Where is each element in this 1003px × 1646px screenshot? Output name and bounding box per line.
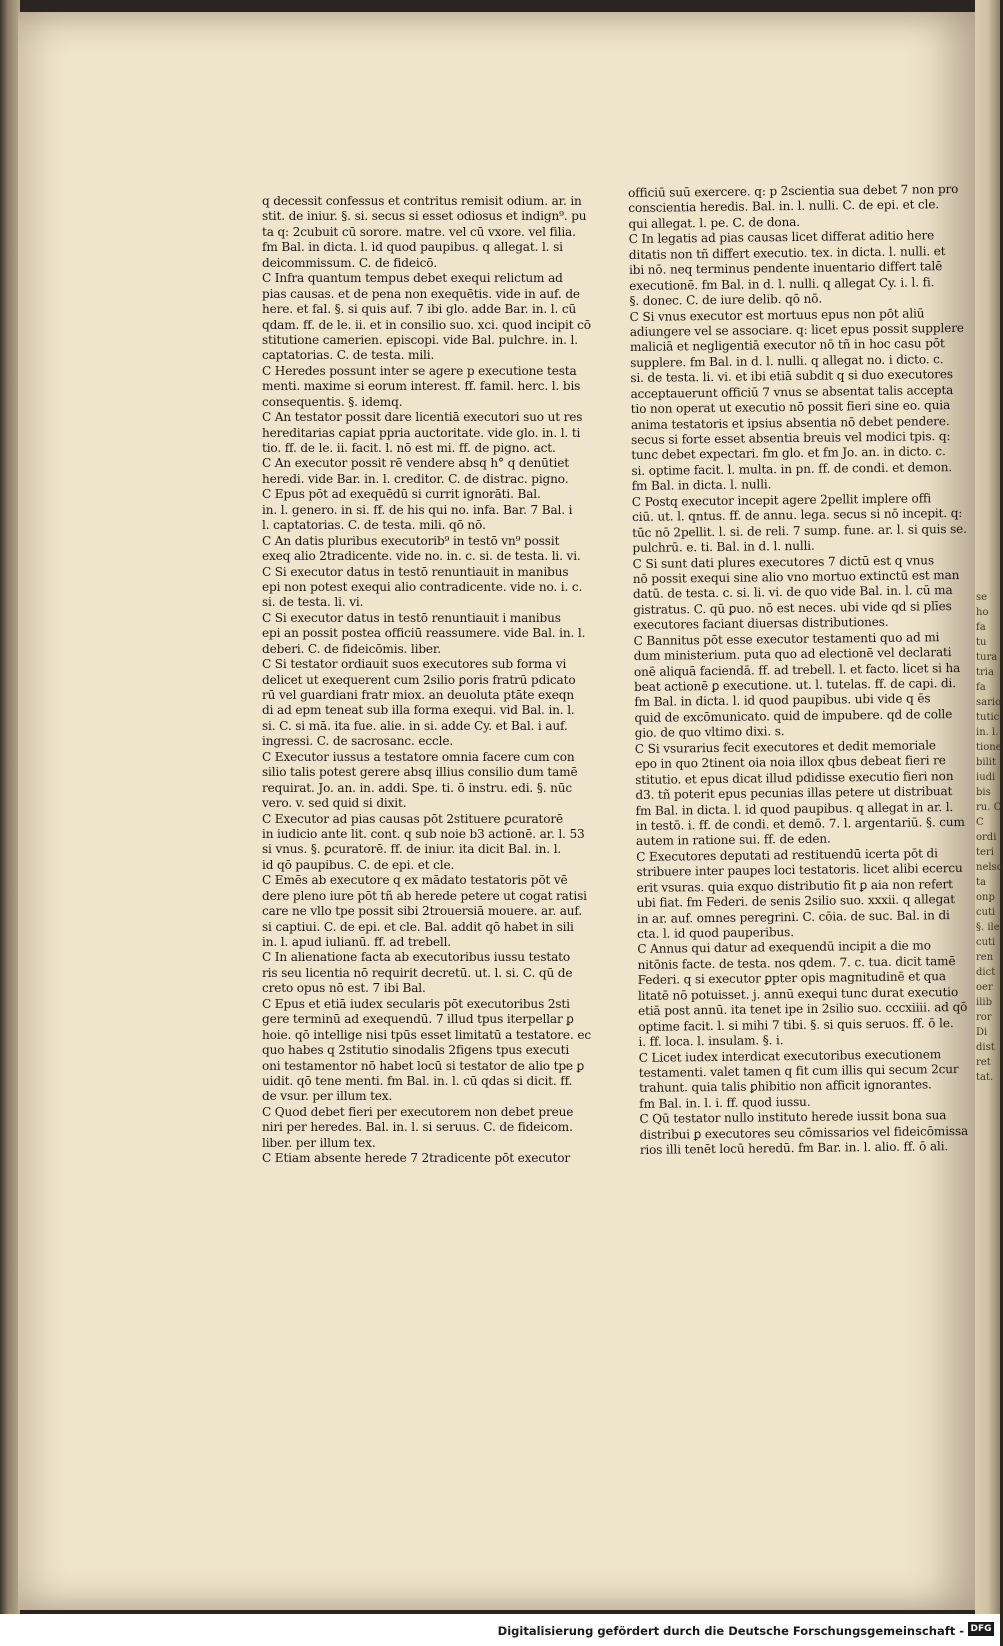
text-line: C An datis pluribus executorib⁹ in testō vn⁹ possit [262,533,560,548]
text-line: id qō paupibus. C. de epi. et cle. [262,857,455,872]
text-line: fm Bal. in dicta. l. id quod paupibus. q allegat. l. si [262,240,563,255]
text-line: de vsur. per illum tex. [262,1089,393,1104]
text-line: exeq alio 2tradicente. vide no. in. c. si. de testa. li. vi. [262,549,581,564]
text-line: distribui ꝑ executores seu cōmissarios vel fideicōmissa [639,1123,969,1142]
text-line: C Si vsurarius fecit executores et dedit memoriale [634,738,936,756]
text-line: C Executor iussus a testatore omnia facere cum con [262,749,575,764]
text-line: l. captatorias. C. de testa. mili. qō nō. [262,518,486,533]
text-line: anima testatoris et ipsius absentia nō debet pendere. [630,413,950,432]
text-line: C In alienatione facta ab executoribus iussu testato [262,950,570,965]
margin-fragment: sario [976,697,1002,708]
margin-fragment: iudi [976,772,996,783]
margin-fragment: tat. [976,1072,994,1083]
text-line: deberi. C. de fideicōmis. liber. [262,641,441,656]
funding-credit: Digitalisierung gefördert durch die Deutsche Forschungsgemeinschaft - [497,1624,964,1638]
text-line: si vnus. §. ꝑcuratorē. ff. de iniur. ita dicit Bal. in. l. [262,842,562,857]
text-line: C Licet iudex interdicat executoribus executionem [638,1046,942,1065]
margin-fragment: cuti [976,937,996,948]
margin-fragment: tu [976,637,987,648]
margin-fragment: bilit [976,757,997,768]
text-line: adiungere vel se associare. q: licet epus possit supplere [629,320,964,339]
text-line: uidit. qō tene menti. fm Bal. in. l. cū qdas si dicit. ff. [262,1073,573,1088]
text-line: C In legatis ad pias causas licet differat aditio here [628,228,935,247]
text-line: litatē nō potuisset. j. annū exequi tunc durat executio [637,984,959,1003]
text-line: C Emēs ab executore q ex mādato testatoris pōt vē [262,873,568,888]
text-line: tūc nō 2pellit. l. si. de reli. 7 sump. fune. ar. l. si quis se. [632,521,967,540]
text-line: dere pleno iure pōt tñ ab herede petere ut cogat ratisi [262,888,587,903]
text-line: hoie. qō intellige nisi tpūs esset limitatū a testatore. ec [262,1027,591,1042]
text-line: here. et fal. §. si quis auf. 7 ibi glo. adde Bar. in. l. cū [262,302,577,317]
text-line: rū vel guardiani fratr miox. an deuoluta ptāte exeqn [262,688,574,702]
margin-fragment: ror [976,1012,992,1023]
text-line: stit. de iniur. §. si. secus si esset odiosus et indign⁹. pu [262,209,587,224]
text-line: tunc debet expectari. fm glo. et fm Jo. an. in dicto. c. [631,444,946,463]
margin-fragment: nelso [976,862,1003,873]
text-line: i. ff. loca. l. insulam. §. i. [638,1033,784,1049]
text-line: C Etiam absente herede 7 2tradicente pōt executor [262,1151,571,1166]
text-line: conscientia heredis. Bal. in. l. nulli. C. de epi. et cle. [628,197,940,216]
text-line: officiū suū exercere. q: p 2scientia sua debet 7 non pro [628,181,959,200]
text-line: captatorias. C. de testa. mili. [262,348,435,363]
margin-fragment: ilib [976,997,992,1008]
margin-fragment: ordi [976,832,997,843]
text-line: gio. de quo vltimo dixi. s. [634,724,785,741]
text-line: maliciā et negligentiā executor nō tñ in hoc casu pōt [629,336,945,355]
text-line: cta. l. id quod pauperibus. [637,925,794,941]
margin-fragment: bis [976,787,991,798]
text-line: care ne vllo tpe possit sibi 2trouersiā mouere. ar. auf. [262,904,583,919]
text-line: niri per heredes. Bal. in. l. si seruus. C. de fideicom. [262,1120,573,1135]
text-line: hereditarias capiat ppria auctoritate. vide glo. in. l. ti [262,425,581,440]
text-line: liber. per illum tex. [262,1135,376,1150]
text-line: §. donec. C. de iure delib. qō nō. [629,291,823,309]
text-line: C Postq executor incepit agere 2pellit implere offi [631,491,932,509]
text-line: supplere. fm Bal. in d. l. nulli. q allegat no. i dicto. c. [630,351,944,370]
text-line: stitutione camerien. episcopi. vide Bal. pulchre. in. l. [262,332,578,347]
digitization-footer [0,1614,1000,1646]
margin-fragment: ho [976,607,989,618]
text-line: fm Bal. in. l. i. ff. quod iussu. [639,1094,811,1111]
text-line: gistratus. C. qū ꝑuo. nō est neces. ubi vide qd si plīes [633,598,952,617]
text-line: C Qū testator nullo instituto herede iussit bona sua [639,1108,947,1127]
text-line: C Epus pōt ad exequēdū si currit ignorāti. Bal. [262,487,541,502]
text-line: nitōnis facte. de testa. nos qdem. 7. c. tua. dicit tamē [637,953,956,972]
margin-fragment: teri [976,847,994,858]
text-line: stitutio. et epus dicat illud pdidisse executio fieri non [635,768,954,787]
text-line: qui allegat. l. pe. C. de dona. [628,214,801,231]
text-line: C Epus et etiā iudex secularis pōt executoribus 2sti [262,996,570,1011]
text-line: ibi nō. neq terminus pendente inuentario differt talē [628,259,943,278]
text-line: si. de testa. li. vi. et ibi etiā subdit q si duo executores [630,367,954,386]
text-line: rios illi tenēt locū heredū. fm Bar. in. l. alio. ff. ō ali. [639,1139,949,1158]
right-text-column [628,181,969,1158]
margin-fragment: tria [976,667,994,678]
margin-fragment: oer [976,982,993,993]
margin-fragment: §. ile [976,922,1000,933]
text-line: ingressi. C. de sacrosanc. eccle. [262,734,454,749]
text-line: heredi. vide Bar. in. l. creditor. C. de distrac. pigno. [262,471,569,486]
text-line: C Executores deputati ad restituendū icerta pōt di [636,846,938,864]
text-line: menti. maxime si eorum interest. ff. famil. herc. l. bis [262,379,581,394]
margin-fragment: tione [976,742,1002,753]
text-line: gere terminū ad exequendū. 7 illud tpus iterpellar ꝑ [262,1012,574,1027]
text-line: C An testator possit dare licentiā executori suo ut res [262,410,583,425]
text-line: executores faciant diuersas distributiones. [633,615,889,633]
margin-fragment: C [976,817,984,828]
text-line: si. de testa. li. vi. [262,595,364,610]
text-line: in. l. apud iulianū. ff. ad trebell. [262,935,451,949]
text-line: executionē. fm Bal. in d. l. nulli. q allegat Cy. i. l. fi. [629,274,935,293]
text-line: di ad epm teneat sub illa forma exequi. vid Bal. in. l. [262,703,575,718]
text-line: si captiui. C. de epi. et cle. Bal. addit qō habet in sili [262,919,574,934]
text-line: vero. v. sed quid si dixit. [262,796,407,811]
text-line: tio. ff. de le. ii. facit. l. nō est mi. ff. de pigno. act. [262,441,556,455]
margin-fragment: ru. C [976,802,1002,813]
margin-fragment: ret [976,1057,991,1068]
text-line: epo in quo 2tinent oia noia illox qbus debeat fieri re [634,753,946,772]
text-line: requirat. Jo. an. in. addi. Spe. ti. ō instru. edi. §. nūc [262,780,573,795]
text-line: C An executor possit rē vendere absq h° q denūtiet [262,456,569,471]
text-line: datū. de testa. c. si. li. vi. de quo vide Bal. in. l. cū ma [632,583,953,602]
text-line: beat actionē ꝑ executione. ut. l. tutelas. ff. de capi. di. [634,676,957,694]
dfg-logo: DFG [968,1622,994,1636]
text-line: fm Bal. in dicta. l. id quod paupibus. ubi vide q ēs [634,691,931,710]
text-line: etiā post annū. ita tenet ipe in 2silio suo. cccxiiii. ad qō [637,1000,968,1019]
text-line: stribuere inter paupes loci testatoris. licet alibi ecercu [636,861,963,880]
text-line: quo habes q 2stitutio sinodalis 2figens tpus executi [262,1043,570,1058]
text-line: qdam. ff. de le. ii. et in consilio suo. xci. quod incipit cō [262,317,591,332]
text-line: C Annus qui datur ad exequendū incipit a die mo [637,938,931,957]
text-line: erit vsuras. quia exquo distributio fit ꝑ aia non refert [636,876,953,895]
margin-fragment: se [976,592,988,603]
margin-fragment: tutic [976,712,1000,723]
text-line: epi an possit postea officiū reassumere. vide Bal. in. l. [262,626,586,641]
margin-fragment: dist [976,1042,995,1053]
facing-page-margin-text [976,590,1003,1085]
text-line: si. C. si mā. ita fue. alie. in si. adde Cy. et Bal. i auf. [262,718,568,733]
text-line: in. l. genero. in si. ff. de his qui no. infa. Bar. 7 Bal. i [262,502,573,517]
text-line: C Si executor datus in testō renuntiauit i manibus [262,610,561,625]
text-line: acceptauerunt officiū 7 vnus se absentat talis accepta [630,382,954,401]
text-line: in testō. i. ff. de condi. et demō. 7. l. argentariū. §. cum [635,814,965,833]
margin-fragment: cuti [976,907,996,918]
margin-fragment: onp [976,892,995,903]
text-line: silio talis potest gerere absq illius consilio dum tamē [262,765,578,780]
text-line: C Executor ad pias causas pōt 2stituere ꝑcuratorē [262,811,564,826]
text-line: Federi. q si executor ꝑpter opis magnitudinē et qua [637,969,946,988]
margin-fragment: Di [976,1027,988,1038]
text-line: ta q: 2cubuit cū sorore. matre. vel cū vxore. vel filia. [262,224,576,239]
left-page-edge [0,0,20,1646]
text-line: consequentis. §. idemq. [262,394,403,409]
left-text-column [262,194,591,1167]
text-line: oni testamentor nō habet locū si testator de alio tpe ꝑ [262,1058,585,1073]
text-line: ubi fiat. fm Federi. de senis 2silio suo. xxxii. q allegat [636,892,955,911]
text-line: C Heredes possunt inter se agere p executione testa [262,363,577,378]
text-line: fm Bal. in dicta. l. id quod paupibus. q allegat in ar. l. [635,799,954,818]
text-line: optime facit. l. si mihi 7 tibi. §. si quis seruos. ff. ō le. [638,1015,954,1034]
text-line: C Si sunt dati plures executores 7 dictū est q vnus [632,552,935,571]
text-line: pulchrū. e. ti. Bal. in d. l. nulli. [632,538,815,556]
text-line: ris seu licentia nō requirit decretū. ut. l. si. C. qū de [262,965,573,980]
text-line: si. optime facit. l. multa. in pn. ff. de condi. et demon. [631,459,953,478]
text-line: in iudicio ante lit. cont. q sub noie b3 actionē. ar. l. 53 [262,826,585,841]
text-line: quid de excōmunicato. quid de impubere. qd de colle [634,706,953,725]
text-line: fm Bal. in dicta. l. nulli. [631,477,772,494]
text-line: pias causas. et de pena non exequētis. vide in auf. de [262,286,580,301]
margin-fragment: dict [976,967,996,978]
text-line: C Si testator ordiauit suos executores sub forma vi [262,657,567,672]
text-line: in ar. auf. omnes peregrini. C. cōia. de suc. Bal. in di [636,907,950,926]
text-line: creto opus nō est. 7 ibi Bal. [262,981,426,996]
margin-fragment: ta [976,877,986,888]
text-line: C Infra quantum tempus debet exequi relictum ad [262,271,563,286]
margin-fragment: in. l. [976,727,999,738]
text-line: C Quod debet fieri per executorem non debet preue [262,1104,574,1119]
text-line: autem in ratione sui. ff. de eden. [635,831,831,849]
text-line: testamenti. valet tamen q fit cum illis qui secum 2cur [638,1061,959,1080]
text-line: epi non potest exequi alio contradicente. vide no. i. c. [262,579,583,594]
margin-fragment: fa [976,682,986,693]
text-line: C Si executor datus in testō renuntiauit in manibus [262,564,569,579]
margin-fragment: fa [976,622,986,633]
text-line: onē aliquā faciendā. ff. ad trebell. l. et facto. licet si ha [633,660,961,679]
text-line: C Bannitus pōt esse executor testamenti quo ad mi [633,629,940,648]
text-line: secus si forte esset absentia breuis vel modici tpis. q: [631,429,951,447]
margin-fragment: ren [976,952,994,963]
text-line: delicet ut exequerent cum 2silio ꝑoris fratrū pdicato [262,672,576,687]
text-line: tio non operat ut executio nō possit fieri sine eo. quia [630,398,951,417]
text-line: d3. tñ poterit epus pecunias illas petere ut distribuat [635,784,953,803]
text-line: C Si vnus executor est mortuus epus non pōt aliū [629,305,925,324]
text-line: ciū. ut. l. qntus. ff. de annu. lega. secus si nō incepit. q: [631,506,963,525]
margin-fragment: tura [976,652,998,663]
text-line: nō possit exequi sine alio vno mortuo extinctū est man [632,567,960,586]
text-line: deicommissum. C. de fideicō. [262,255,438,270]
text-line: q decessit confessus et contritus remisit odium. ar. in [262,194,582,208]
text-line: trahunt. quia talis ꝑhibitio non afficit ignorantes. [638,1077,932,1096]
text-line: ditatis non tñ differt executio. tex. in dicta. l. nulli. et [628,243,946,262]
text-line: dum ministerium. puta quo ad electionē vel declarati [633,645,952,664]
